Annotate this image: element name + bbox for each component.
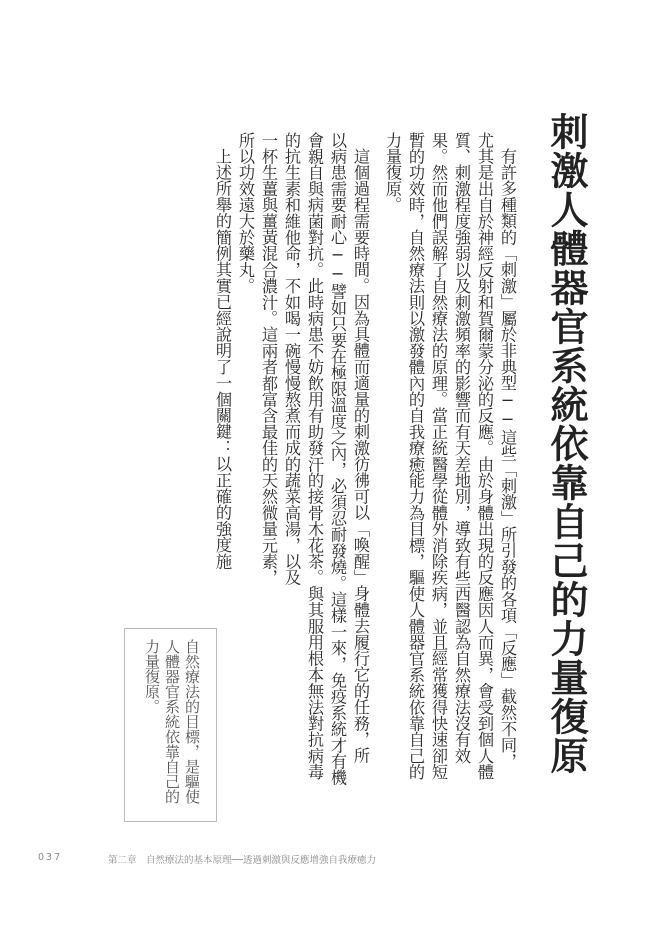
body-text-line: 一杯生薑與薑黃混合濃汁。這兩者都富含最佳的天然微量元素， — [259, 132, 278, 586]
body-text-line: 以病患需要耐心──譬如只要在極限溫度之內，必須忍耐發燒。這樣一來，免疫系統才有機 — [328, 132, 347, 786]
body-text-line: 所以功效遠大於藥丸。 — [236, 132, 255, 294]
running-head: 第二章 自然療法的基本原理──透過刺激與反應增強自我療癒力 — [108, 855, 376, 866]
body-text-line: 會親自與病菌對抗。此時病患不妨飲用有助發汗的接骨木花茶。與其服用根本無法對抗病毒 — [305, 132, 324, 780]
body-text-line: 質、刺激程度強弱以及刺激頻率的影響而有天差地別，導致有些西醫認為自然療法沒有效 — [452, 132, 471, 764]
pull-quote-box — [124, 628, 217, 822]
body-text-line: 果。然而他們誤解了自然療法的原理。當正統醫學從體外消除疾病，並且經常獲得快速卻短 — [429, 132, 448, 780]
pull-quote-line: 人體器官系統依靠自己的 — [163, 639, 181, 804]
page-number: 037 — [38, 852, 63, 863]
body-text-line: 尤其是出自於神經反射和賀爾蒙分泌的反應。由於身體出現的反應因人而異，會受到個人體 — [475, 132, 494, 780]
body-text-line: 暫的功效時，自然療法則以激發體內的自我療癒能力為目標，驅使人體器官系統依靠自己的 — [406, 132, 425, 780]
page-footer — [0, 852, 663, 872]
pull-quote-line: 力量復原。 — [143, 639, 161, 714]
page-title: 刺激人體器官系統依靠自己的力量復原 — [544, 112, 589, 775]
body-text-line: 的抗生素和維他命，不如喝一碗慢慢熬煮而成的蔬菜高湯，以及 — [282, 132, 301, 586]
body-text-line: 上述所舉的簡例其實已經說明了一個關鍵：以正確的強度施 — [213, 148, 232, 570]
body-text-line: 這個過程需要時間。因為具體而適量的刺激彷彿可以「喚醒」身體去履行它的任務，所 — [351, 148, 370, 764]
body-text-line: 有許多種類的「刺激」屬於非典型──這些「刺激」所引發的各項「反應」截然不同， — [498, 148, 517, 770]
pull-quote-line: 自然療法的目標，是驅使 — [183, 639, 201, 804]
body-text-line: 力量復原。 — [383, 132, 402, 213]
